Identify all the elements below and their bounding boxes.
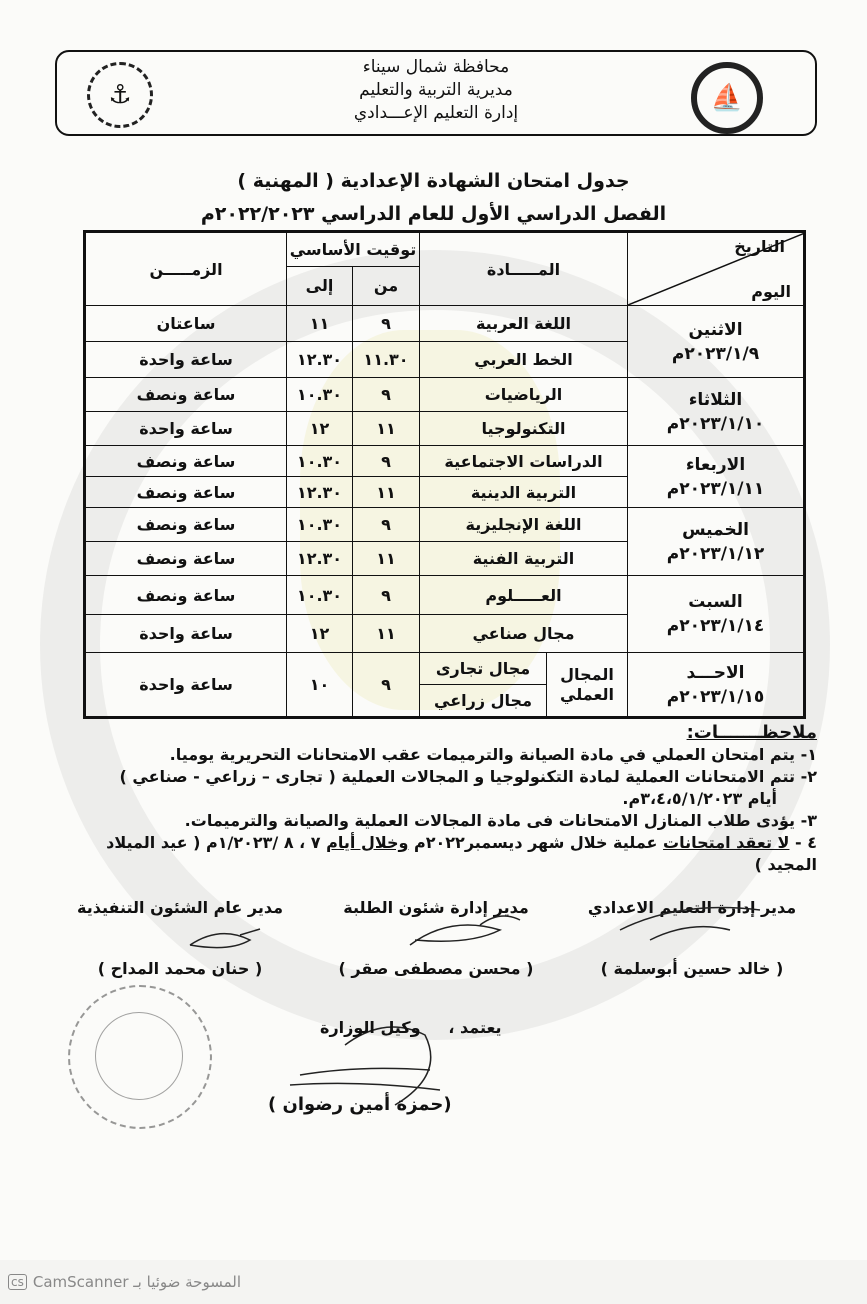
camscanner-text: CamScanner المسوحة ضوئيا بـ [32,1273,241,1291]
note-3: ٣- يؤدى طلاب المنازل الامتحانات فى مادة المجالات العملية والصيانة والترميمات. [184,811,817,830]
day-cell: السبت ٢٠٢٣/١/١٤م [628,576,805,653]
day-header: اليوم [751,282,791,301]
subject-cell: الرياضيات [420,378,628,412]
from-cell: ١١ [353,477,420,508]
date-day-header [628,232,805,306]
administration-name: إدارة التعليم الإعـــدادي [353,103,519,123]
day-cell: الاثنين ٢٠٢٣/١/٩م [628,306,805,378]
to-cell: ١٢.٣٠ [287,477,353,508]
from-cell: ٩ [353,306,420,342]
to-cell: ١٢ [287,615,353,653]
duration-cell: ساعة ونصف [85,542,287,576]
document-title: جدول امتحان الشهادة الإعدادية ( المهنية ) [237,170,630,192]
signature-block [60,898,300,978]
subject-header: المـــــادة [420,232,628,306]
official-stamp [68,985,212,1129]
to-cell: ١٠.٣٠ [287,446,353,477]
subject-cell: مجال صناعي [420,615,628,653]
date-header: التاريخ [734,237,785,256]
from-cell: ١١.٣٠ [353,342,420,378]
scanner-watermark [8,1273,241,1291]
camscanner-logo-icon: cs [8,1274,27,1290]
notes-heading: ملاحظـــــــات: [686,722,817,743]
to-cell: ١٢.٣٠ [287,542,353,576]
table-row [85,378,805,412]
table-row [85,576,805,615]
exam-schedule-table [83,230,806,719]
duration-cell: ساعة ونصف [85,576,287,615]
subject-cell: الدراسات الاجتماعية [420,446,628,477]
from-cell: ٩ [353,653,420,718]
notes-section [60,722,817,876]
to-cell: ١٢.٣٠ [287,342,353,378]
signatory-title: مدير إدارة التعليم الاعدادي [587,898,797,917]
duration-header: الزمـــــن [85,232,287,306]
duration-cell: ساعة واحدة [85,615,287,653]
governorate-logo-icon: ⛵ [691,62,763,134]
to-cell: ١٠.٣٠ [287,508,353,542]
subject-cell: التكنولوجيا [420,412,628,446]
day-cell: الخميس ٢٠٢٣/١/١٢م [628,508,805,576]
letterhead [55,50,817,136]
from-header: من [353,266,420,305]
to-cell: ١٠.٣٠ [287,378,353,412]
from-cell: ٩ [353,378,420,412]
day-cell: الاربعاء ٢٠٢٣/١/١١م [628,446,805,508]
directorate-name: مديرية التربية والتعليم [359,80,513,100]
approver-name: (حمزة أمين رضوان ) [268,1094,452,1115]
duration-cell: ساعة ونصف [85,508,287,542]
approval-label: يعتمد ، وكيل الوزارة [320,1018,502,1037]
to-cell: ١٠.٣٠ [287,576,353,615]
table-row [85,306,805,342]
from-cell: ٩ [353,446,420,477]
note-2: ٢- تتم الامتحانات العملية لمادة التكنولوجيا و المجالات العملية ( تجارى – زراعي - صناعي ) [119,767,817,786]
document-subtitle: الفصل الدراسي الأول للعام الدراسي ٢٠٢٢/٢٠٢٣م [200,203,667,225]
to-cell: ١١ [287,306,353,342]
practical-field-cell [420,653,628,718]
signatures [60,898,812,978]
duration-cell: ساعة واحدة [85,342,287,378]
to-header: إلى [287,266,353,305]
from-cell: ١١ [353,412,420,446]
duration-cell: ساعتان [85,306,287,342]
practical-field-label: المجال العملي [546,653,627,716]
subject-cell: اللغة الإنجليزية [420,508,628,542]
note-2-dates: أيام ٣،٤،٥/١/٢٠٢٣م. [622,789,777,808]
duration-cell: ساعة ونصف [85,477,287,508]
from-cell: ٩ [353,576,420,615]
subject-cell: اللغة العربية [420,306,628,342]
subject-cell: العـــــلوم [420,576,628,615]
table-row [85,446,805,477]
note-1: ١- يتم امتحان العملي في مادة الصيانة والترميمات عقب الامتحانات التحريرية يوميا. [169,745,817,764]
subject-cell: الخط العربي [420,342,628,378]
subject-cell: التربية الفنية [420,542,628,576]
to-cell: ١٠ [287,653,353,718]
signatory-name: ( خالد حسين أبوسلمة ) [600,959,784,978]
to-cell: ١٢ [287,412,353,446]
commercial-field: مجال تجارى [420,653,546,685]
table-row [85,653,805,718]
ministry-logo-icon: ⚓ [87,62,153,128]
day-cell: الاحـــد ٢٠٢٣/١/١٥م [628,653,805,718]
agricultural-field: مجال زراعي [434,691,532,710]
duration-cell: ساعة واحدة [85,653,287,718]
from-cell: ٩ [353,508,420,542]
signature-block [316,898,556,978]
signatory-title: مدير إدارة شئون الطلبة [343,898,529,917]
from-cell: ١١ [353,615,420,653]
from-cell: ١١ [353,542,420,576]
duration-cell: ساعة ونصف [85,378,287,412]
signatory-title: مدير عام الشئون التنفيذية [76,898,284,917]
governorate-name: محافظة شمال سيناء [362,57,510,77]
day-cell: الثلاثاء ٢٠٢٣/١/١٠م [628,378,805,446]
timing-header: توقيت الأساسي [287,232,420,267]
subject-cell: التربية الدينية [420,477,628,508]
signature-block [572,898,812,978]
duration-cell: ساعة ونصف [85,446,287,477]
duration-cell: ساعة واحدة [85,412,287,446]
table-row [85,508,805,542]
signatory-name: ( محسن مصطفى صقر ) [338,959,534,978]
note-4: ٤ - لا تعقد امتحانات عملية خلال شهر ديسمبر٢٠٢٢م وخلال أيام ٧ ، ٨ /١/٢٠٢٣م ( عيد الميلاد المجيد ) [106,833,817,874]
signatory-name: ( حنان محمد المداح ) [97,959,263,978]
